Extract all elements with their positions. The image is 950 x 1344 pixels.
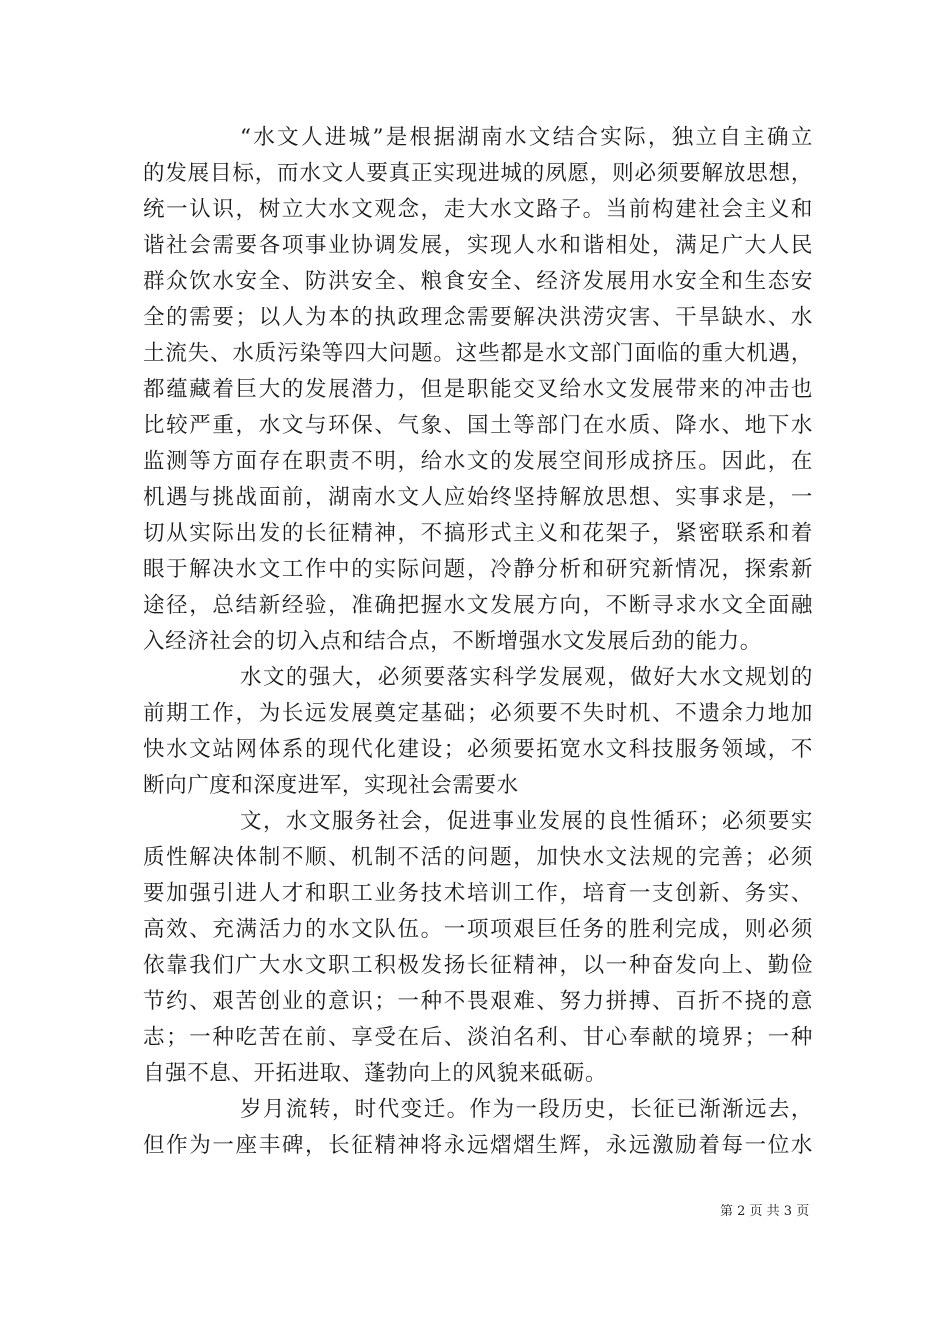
text-line: 质性解决体制不顺、机制不活的问题，加快水文法规的完善；必须	[143, 845, 813, 870]
text-line: 切从实际出发的长征精神，不搞形式主义和花架子，紧密联系和着	[143, 521, 813, 546]
text-line: 监测等方面存在职责不明，给水文的发展空间形成挤压。因此，在	[143, 449, 813, 474]
text-line: 谐社会需要各项事业协调发展，实现人水和谐相处，满足广大人民	[143, 233, 813, 258]
text-line: 统一认识，树立大水文观念，走大水文路子。当前构建社会主义和	[143, 197, 813, 222]
text-line: 全的需要；以人为本的执政理念需要解决洪涝灾害、干旱缺水、水	[143, 305, 813, 330]
text-line: 断向广度和深度进军，实现社会需要水	[143, 773, 519, 798]
text-line: 途径，总结新经验，准确把握水文发展方向，不断寻求水文全面融	[143, 593, 813, 618]
text-line: 比较严重，水文与环保、气象、国土等部门在水质、降水、地下水	[143, 413, 813, 438]
text-line: 机遇与挑战面前，湖南水文人应始终坚持解放思想、实事求是，一	[143, 485, 813, 510]
text-line: 高效、充满活力的水文队伍。一项项艰巨任务的胜利完成，则必须	[143, 917, 813, 942]
text-line: 快水文站网体系的现代化建设；必须要拓宽水文科技服务领域，不	[143, 737, 813, 762]
text-line: “水文人进城”是根据湖南水文结合实际，独立自主确立	[240, 125, 813, 150]
page-number: 第 2 页 共 3 页	[720, 1204, 810, 1219]
text-line: 入经济社会的切入点和结合点，不断增强水文发展后劲的能力。	[143, 629, 762, 654]
text-line: 群众饮水安全、防洪安全、粮食安全、经济发展用水安全和生态安	[143, 269, 813, 294]
text-line: 岁月流转，时代变迁。作为一段历史，长征已渐渐远去，	[240, 1097, 813, 1122]
text-line: 依靠我们广大水文职工积极发扬长征精神，以一种奋发向上、勤俭	[143, 953, 813, 978]
text-line: 节约、艰苦创业的意识；一种不畏艰难、努力拼搏、百折不挠的意	[143, 989, 813, 1014]
text-line: 的发展目标，而水文人要真正实现进城的夙愿，则必须要解放思想，	[143, 161, 813, 186]
text-line: 文，水文服务社会，促进事业发展的良性循环；必须要实	[240, 809, 813, 834]
text-line: 水文的强大，必须要落实科学发展观，做好大水文规划的	[240, 665, 813, 690]
text-line: 要加强引进人才和职工业务技术培训工作，培育一支创新、务实、	[143, 881, 813, 906]
text-line: 但作为一座丰碑，长征精神将永远熠熠生辉，永远激励着每一位水	[143, 1133, 813, 1158]
text-line: 自强不息、开拓进取、蓬勃向上的风貌来砥砺。	[143, 1061, 608, 1086]
text-line: 土流失、水质污染等四大问题。这些都是水文部门面临的重大机遇，	[143, 341, 813, 366]
text-line: 都蕴藏着巨大的发展潜力，但是职能交叉给水文发展带来的冲击也	[143, 377, 813, 402]
text-line: 志；一种吃苦在前、享受在后、淡泊名利、甘心奉献的境界；一种	[143, 1025, 813, 1050]
text-line: 前期工作，为长远发展奠定基础；必须要不失时机、不遗余力地加	[143, 701, 813, 726]
text-line: 眼于解决水文工作中的实际问题，冷静分析和研究新情况，探索新	[143, 557, 813, 582]
